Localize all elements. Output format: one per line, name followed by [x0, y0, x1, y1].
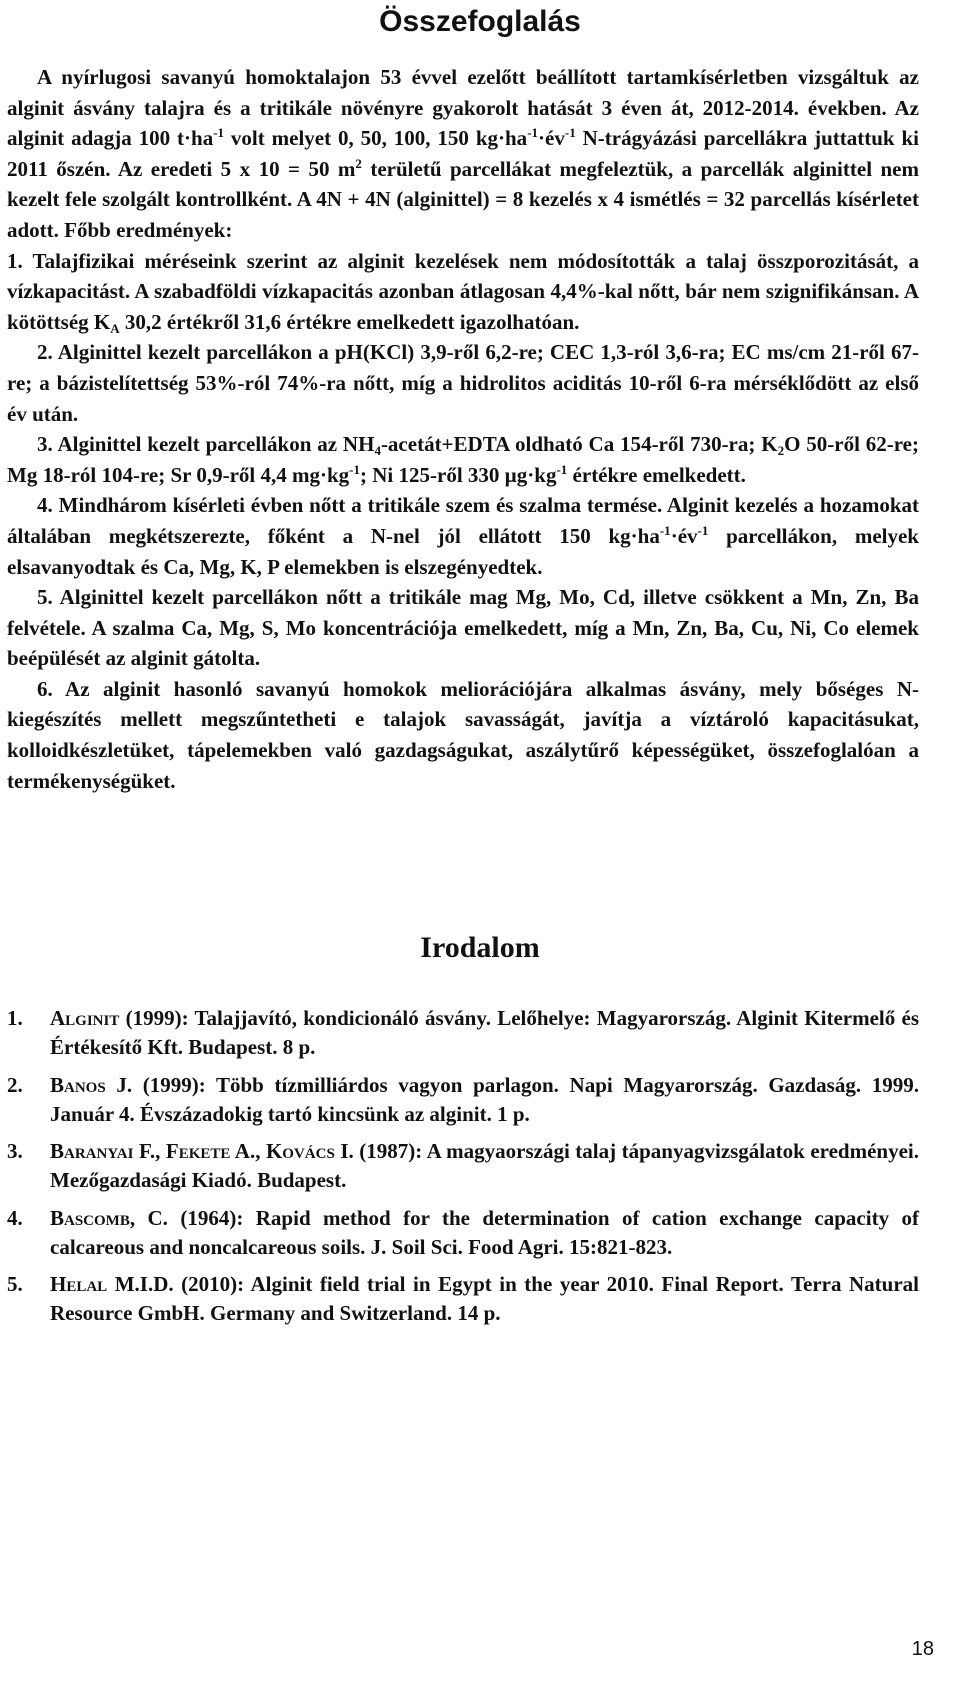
result-3-text-c: O 50-ről 62-re; Mg 18-ról 104-re; Sr 0,9-ről 4,4 mg·kg — [7, 432, 919, 487]
result-4-text-a: 4. Mindhárom kísérleti évben nőtt a tritikále szem és szalma termése. Alginit kezelés a hozamokat általában megkétszerezte, főként a N-nel jól ellátott 150 kg·ha — [7, 493, 919, 548]
result-4-text-b: ·év — [670, 523, 698, 548]
reference-number: 2. — [7, 1072, 23, 1097]
reference-text: (1987): A magyaországi talaj tápanyagvizsgálatok eredményei. Mezőgazdasági Kiadó. Budapest. — [50, 1139, 919, 1192]
intro-text-1: A nyírlugosi savanyú homoktalajon 53 évvel ezelőtt beállított tartamkísérletben vizsgáltuk az alginit ásvány talajra és a tritikále növényre gyakorolt hatását 3 éven át, 2012-2014. években. Az alginit adagja 100 t·ha — [7, 65, 919, 151]
intro-text-5: területű parcellákat megfeleztük, a parcellák alginittel nem kezelt fele szolgált kontrollként. A 4N + 4N (alginittel) = 8 kezelés x 4 ismétlés = 32 parcellás kísérletet adott. Főbb eredmények: — [7, 156, 919, 242]
intro-sup-4: 2 — [355, 155, 362, 171]
result-3-sub-2: 2 — [777, 443, 785, 459]
references-heading: Irodalom — [420, 931, 540, 964]
result-3-text-b: -acetát+EDTA oldható Ca 154-ről 730-ra; K — [380, 432, 778, 457]
result-4-paragraph — [7, 490, 919, 582]
reference-item — [7, 1270, 919, 1328]
intro-text-4: N-trágyázási parcellákra juttattuk ki 2011 őszén. Az eredeti 5 x 10 = 50 m — [7, 126, 920, 181]
reference-text: (2010): Alginit field trial in Egypt in the year 2010. Final Report. Terra Natural Resource GmbH. Germany and Switzerland. 14 p. — [50, 1272, 919, 1325]
reference-text: (1964): Rapid method for the determination of cation exchange capacity of calcareous and noncalcareous soils. J. Soil Sci. Food Agri. 15:821-823. — [50, 1205, 919, 1259]
intro-sup-2: -1 — [527, 125, 539, 141]
reference-item — [7, 1204, 919, 1262]
result-1-text-a: 1. Talajfizikai méréseink szerint az alginit kezelések nem módosították a talaj összporozitását, a vízkapacitást. A szabadföldi vízkapacitás azonban átlagosan 4,4%-kal nőtt, bár nem szignifikánsan. A kötöttség K — [7, 248, 919, 334]
reference-author: Helal M.I.D. — [50, 1272, 174, 1296]
result-2-paragraph: 2. Alginittel kezelt parcellákon a pH(KCl) 3,9-ről 6,2-re; CEC 1,3-ról 3,6-ra; EC ms/cm 21-ről 67-re; a bázistelítettség 53%-ról 74%-ra nőtt, míg a hidrolitos aciditás 10-ről 6-ra mérséklődött az első év után. — [7, 340, 919, 426]
result-3-sup-2: -1 — [556, 461, 568, 477]
result-3-sub-1: 4 — [374, 443, 381, 459]
result-3-sup-1: -1 — [349, 461, 361, 477]
intro-text-3: ·év — [538, 126, 565, 151]
result-1-paragraph — [7, 246, 919, 338]
reference-item — [7, 1071, 919, 1129]
intro-sup-3: -1 — [564, 125, 576, 141]
result-3-text-e: értékre emelkedett. — [567, 462, 746, 487]
reference-author: Baranyai F., Fekete A., Kovács I. — [50, 1139, 354, 1163]
result-1-sub: A — [110, 320, 120, 336]
reference-author: Bascomb, C. — [50, 1205, 168, 1230]
intro-sup-1: -1 — [213, 125, 225, 141]
reference-text: (1999): Talajjavító, kondicionáló ásvány. Lelőhelye: Magyarország. Alginit Kitermelő és Értékesítő Kft. Budapest. 8 p. — [50, 1006, 919, 1059]
reference-item — [7, 1004, 919, 1062]
result-4-text-c: parcellákon, melyek elsavanyodtak és Ca, Mg, K, P elemekben is elszegényedtek. — [7, 523, 919, 579]
reference-text: (1999): Több tízmilliárdos vagyon parlagon. Napi Magyarország. Gazdaság. 1999. Január 4. Évszázadokig tartó kincsünk az alginit. 1 p. — [50, 1072, 920, 1126]
result-6-paragraph: 6. Az alginit hasonló savanyú homokok meliorációjára alkalmas ásvány, mely bőséges N-kiegészítés mellett megszűntetheti e talajok savasságát, javítja a víztároló kapacitásukat, kolloidkészletüket, tápelemekben való gazdagságukat, aszálytűrő képességüket, összefoglalóan a termékenységüket. — [7, 676, 919, 793]
result-3-paragraph — [7, 429, 919, 490]
result-3-text-d: ; Ni 125-ről 330 µg·kg — [360, 462, 557, 487]
result-4-sup-2: -1 — [697, 522, 709, 538]
reference-number: 5. — [7, 1272, 23, 1296]
result-5-paragraph: 5. Alginittel kezelt parcellákon nőtt a tritikále mag Mg, Mo, Cd, illetve csökkent a Mn, Zn, Ba felvétele. A szalma Ca, Mg, S, Mo koncentrációja emelkedett, míg a Mn, Zn, Ba, Cu, Ni, Co elemek beépülését az alginit gátolta. — [7, 585, 919, 671]
summary-body — [7, 62, 919, 796]
reference-number: 4. — [7, 1205, 23, 1230]
reference-author: Alginit — [50, 1006, 120, 1030]
reference-number: 1. — [7, 1006, 23, 1030]
result-1-text-b: 30,2 értékről 31,6 értékre emelkedett igazolhatóan. — [119, 309, 580, 334]
reference-number: 3. — [7, 1139, 23, 1163]
reference-item — [7, 1137, 919, 1195]
result-4-sup-1: -1 — [659, 522, 671, 538]
intro-text-2: volt melyet 0, 50, 100, 150 kg·ha — [224, 126, 528, 151]
result-3-text-a: 3. Alginittel kezelt parcellákon az NH — [37, 432, 375, 457]
reference-author: Banos J. — [50, 1072, 133, 1097]
reference-list — [7, 1004, 919, 1337]
summary-intro-paragraph — [7, 62, 919, 246]
summary-heading: Összefoglalás — [379, 5, 581, 38]
page-number: 18 — [911, 1638, 934, 1660]
